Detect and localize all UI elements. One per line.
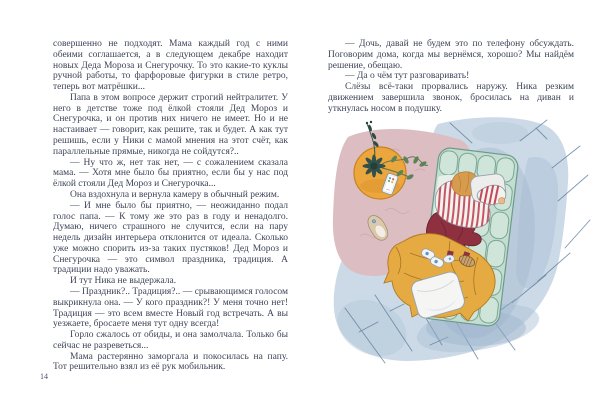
paragraph-dialogue: — Да о чём тут разговаривать! xyxy=(345,71,470,82)
paragraph-dialogue: — И мне было бы приятно, — неожиданно подал голос папа. — К тому же это раз в году и ненадолго. Думаю, ничего страшного не случится, если на пару недель дизайн интерьера отклонится от идеала. Сколько уже можно спорить из-за таких пустяков! Дед Мороз и Снегурочка — это символ праздника, традиция. А традиции надо уважать. xyxy=(53,200,288,276)
illustration-girl-on-sofa xyxy=(330,116,596,384)
paragraph: Папа в этом вопросе держит строгий нейтралитет. У него в детстве тоже под ёлкой стояли Дед Мороз и Снегурочка, и он против них ничего не имеет. Но и не настаивает — говорит, как решите, так и будет. А как тут решишь, если у Ники с мамой мнения на этот счёт, как параллельные прямые, никогда не сойдутся?.. xyxy=(53,92,288,157)
paragraph: совершенно не подходят. Мама каждый год с ними обеими соглашается, а в следующем декабре находит новых Деда Мороза и Снегурочку. То это какие-то куклы ручной работы, то фарфоровые фигурки в стиле ретро, теперь вот матрёшки... xyxy=(53,39,288,93)
paragraph: Мама растерянно заморгала и покосилась на папу. Тот решительно взял из её рук мобильник. xyxy=(53,351,288,373)
left-page xyxy=(40,39,288,381)
paragraph: Она вздохнула и вернула камеру в обычный режим. xyxy=(70,189,280,200)
paragraph-dialogue: — Дочь, давай не будем это по телефону обсуждать. Поговорим дома, когда мы вернёмся, хорошо? Мы найдём решение, обещаю. xyxy=(328,39,574,71)
paragraph: Слёзы всё-таки прорвались наружу. Ника резким движением завершила звонок, бросилась на диван и уткнулась носом в подушку. xyxy=(328,82,574,114)
paragraph: Горло сжалось от обиды, и она замолчала. Только бы сейчас не разреветься... xyxy=(53,330,288,351)
right-page xyxy=(328,39,574,114)
paragraph: И тут Ника не выдержала. xyxy=(70,276,177,287)
paragraph-dialogue: — Ну что ж, нет так нет, — с сожалением сказала мама. — Хотя мне было бы приятно, если бы у нас под ёлкой стояли Дед Мороз и Снегурочка... xyxy=(53,157,288,190)
page-number: 14 xyxy=(40,372,48,381)
paragraph-dialogue: — Праздник?.. Традиция?.. — срывающимся голосом выкрикнула она. — У кого праздник?! У меня точно нет! Традиция — это всем вместе Новый год встречать. А вы уезжаете, бросаете меня тут одну всегда! xyxy=(53,286,288,330)
